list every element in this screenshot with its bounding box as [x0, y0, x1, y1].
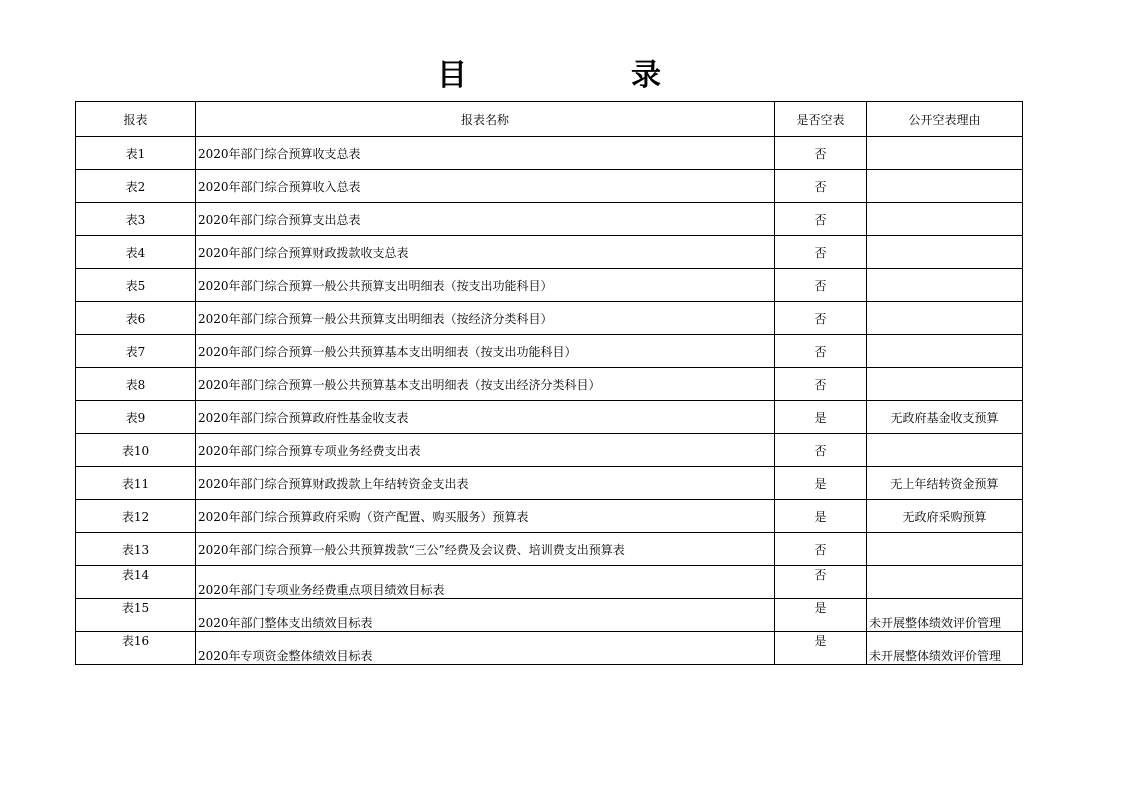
- report-name: 2020年部门综合预算政府采购（资产配置、购买服务）预算表: [196, 500, 775, 533]
- report-no: 表11: [76, 467, 196, 500]
- is-empty: 否: [775, 335, 867, 368]
- report-name: 2020年部门专项业务经费重点项目绩效目标表: [196, 566, 775, 599]
- report-name: 2020年专项资金整体绩效目标表: [196, 632, 775, 665]
- table-row: [76, 434, 1023, 467]
- table-row: [76, 203, 1023, 236]
- report-name: 2020年部门综合预算收支总表: [196, 137, 775, 170]
- table-row: [76, 632, 1023, 665]
- report-name: 2020年部门综合预算一般公共预算基本支出明细表（按支出经济分类科目）: [196, 368, 775, 401]
- table-row: [76, 368, 1023, 401]
- table-row: [76, 500, 1023, 533]
- header-empty-reason: 公开空表理由: [867, 102, 1023, 137]
- empty-reason: [867, 335, 1023, 368]
- empty-reason: 无政府基金收支预算: [867, 401, 1023, 434]
- report-no: 表5: [76, 269, 196, 302]
- is-empty: 是: [775, 467, 867, 500]
- empty-reason: [867, 368, 1023, 401]
- is-empty: 否: [775, 170, 867, 203]
- report-name: 2020年部门综合预算支出总表: [196, 203, 775, 236]
- header-report-no: 报表: [76, 102, 196, 137]
- empty-reason: 未开展整体绩效评价管理: [867, 599, 1023, 632]
- is-empty: 否: [775, 434, 867, 467]
- empty-reason: [867, 236, 1023, 269]
- table-row: [76, 533, 1023, 566]
- table-row: [76, 137, 1023, 170]
- report-no: 表8: [76, 368, 196, 401]
- page-title: [0, 56, 1122, 96]
- report-name: 2020年部门综合预算一般公共预算支出明细表（按经济分类科目）: [196, 302, 775, 335]
- is-empty: 否: [775, 137, 867, 170]
- report-no: 表14: [76, 566, 196, 599]
- empty-reason: [867, 434, 1023, 467]
- is-empty: 是: [775, 500, 867, 533]
- report-no: 表9: [76, 401, 196, 434]
- table-row: [76, 269, 1023, 302]
- is-empty: 否: [775, 368, 867, 401]
- table-row: [76, 170, 1023, 203]
- report-name: 2020年部门综合预算政府性基金收支表: [196, 401, 775, 434]
- report-name: 2020年部门综合预算专项业务经费支出表: [196, 434, 775, 467]
- report-no: 表1: [76, 137, 196, 170]
- is-empty: 否: [775, 302, 867, 335]
- report-no: 表2: [76, 170, 196, 203]
- report-no: 表15: [76, 599, 196, 632]
- table-row: [76, 401, 1023, 434]
- empty-reason: [867, 269, 1023, 302]
- header-report-name: 报表名称: [196, 102, 775, 137]
- is-empty: 是: [775, 632, 867, 665]
- empty-reason: [867, 302, 1023, 335]
- table-row: [76, 599, 1023, 632]
- is-empty: 否: [775, 566, 867, 599]
- table-row: [76, 236, 1023, 269]
- report-no: 表3: [76, 203, 196, 236]
- table-row: [76, 302, 1023, 335]
- empty-reason: [867, 170, 1023, 203]
- empty-reason: [867, 533, 1023, 566]
- report-no: 表6: [76, 302, 196, 335]
- report-name: 2020年部门综合预算财政拨款上年结转资金支出表: [196, 467, 775, 500]
- empty-reason: 无政府采购预算: [867, 500, 1023, 533]
- catalog-table: [75, 101, 1023, 665]
- is-empty: 否: [775, 236, 867, 269]
- title-char-2: 录: [631, 58, 661, 93]
- is-empty: 否: [775, 269, 867, 302]
- report-no: 表12: [76, 500, 196, 533]
- empty-reason: [867, 566, 1023, 599]
- report-name: 2020年部门综合预算一般公共预算拨款“三公”经费及会议费、培训费支出预算表: [196, 533, 775, 566]
- report-no: 表13: [76, 533, 196, 566]
- header-row: [76, 102, 1023, 137]
- report-name: 2020年部门整体支出绩效目标表: [196, 599, 775, 632]
- report-name: 2020年部门综合预算财政拨款收支总表: [196, 236, 775, 269]
- report-name: 2020年部门综合预算一般公共预算支出明细表（按支出功能科目）: [196, 269, 775, 302]
- report-no: 表10: [76, 434, 196, 467]
- table-row: [76, 467, 1023, 500]
- table-row: [76, 335, 1023, 368]
- report-name: 2020年部门综合预算一般公共预算基本支出明细表（按支出功能科目）: [196, 335, 775, 368]
- table-row: [76, 566, 1023, 599]
- empty-reason: 未开展整体绩效评价管理: [867, 632, 1023, 665]
- is-empty: 否: [775, 203, 867, 236]
- is-empty: 是: [775, 401, 867, 434]
- is-empty: 否: [775, 533, 867, 566]
- report-no: 表4: [76, 236, 196, 269]
- report-name: 2020年部门综合预算收入总表: [196, 170, 775, 203]
- header-is-empty: 是否空表: [775, 102, 867, 137]
- report-no: 表7: [76, 335, 196, 368]
- is-empty: 是: [775, 599, 867, 632]
- report-no: 表16: [76, 632, 196, 665]
- empty-reason: [867, 203, 1023, 236]
- title-char-1: 目: [437, 58, 467, 93]
- empty-reason: [867, 137, 1023, 170]
- empty-reason: 无上年结转资金预算: [867, 467, 1023, 500]
